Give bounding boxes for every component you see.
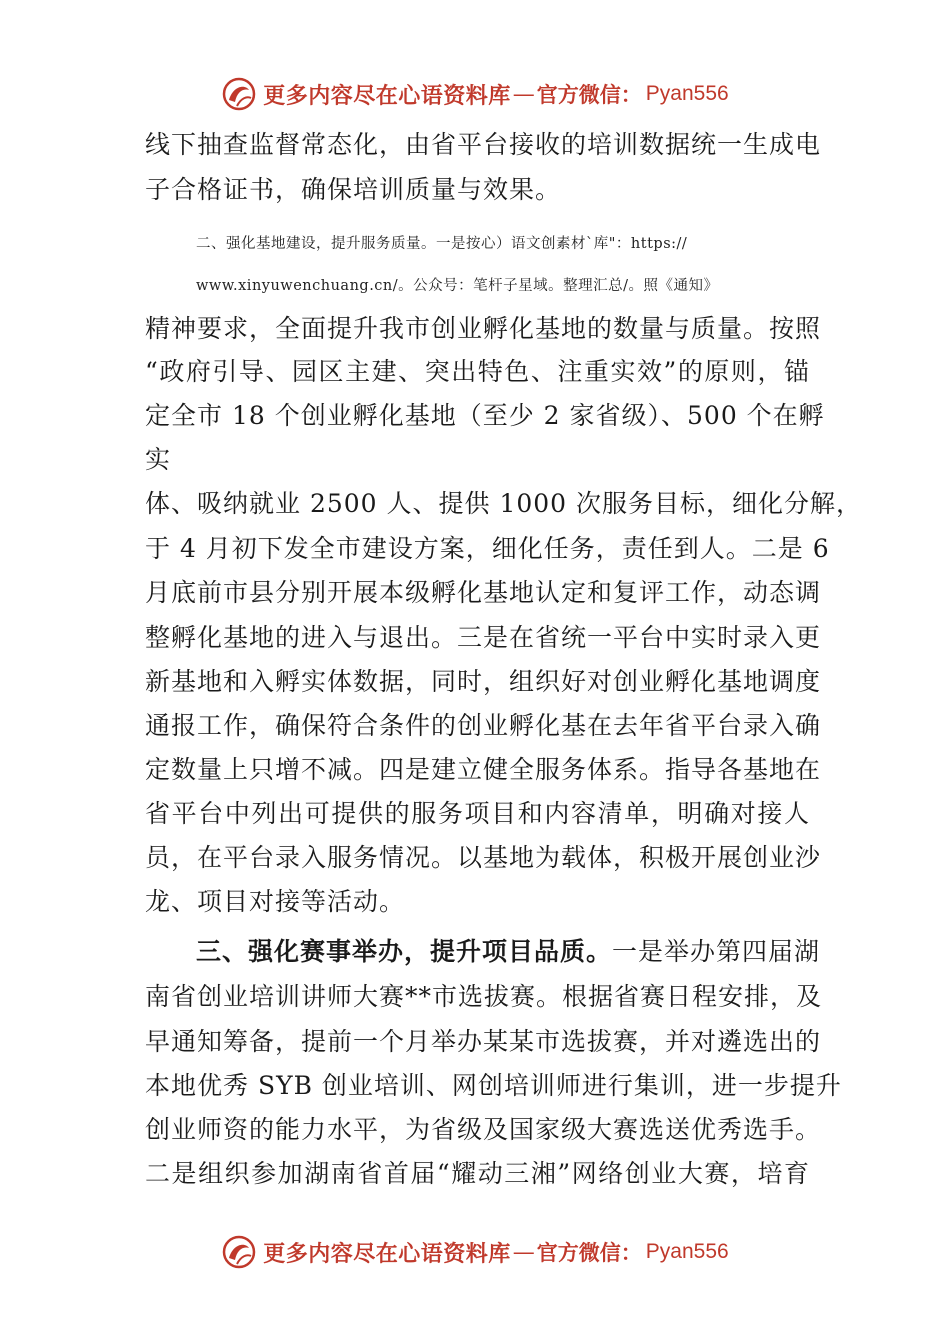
text-line: 体、吸纳就业 2500 人、提供 1000 次服务目标，细化分解， — [145, 489, 863, 518]
header-watermark-banner — [0, 72, 950, 116]
section3-first-line — [196, 937, 821, 967]
banner-wechat-label: 官方微信： — [536, 82, 642, 107]
small-text-line: www.xinyuwenchuang.cn/。公众号：笔杆子星域。整理汇总/。照《通知》 — [196, 278, 719, 294]
small-text-line: 二、强化基地建设，提升服务质量。一是按心）语文创素材`库"：https:// — [196, 236, 688, 252]
brand-logo-icon — [221, 76, 257, 112]
text-line: 员，在平台录入服务情况。以基地为载体，积极开展创业沙 — [145, 843, 822, 872]
text-line: 二是组织参加湖南省首届“耀动三湘”网络创业大赛，培育 — [145, 1159, 810, 1188]
brand-logo-icon — [221, 1234, 257, 1270]
text-line: 创业师资的能力水平，为省级及国家级大赛选送优秀选手。 — [145, 1115, 822, 1144]
section3-heading: 三、强化赛事举办，提升项目品质。 — [196, 937, 613, 966]
footer-watermark-banner — [0, 1230, 950, 1274]
text-line: 整孵化基地的进入与退出。三是在省统一平台中实时录入更 — [145, 623, 822, 652]
text-line: 精神要求，全面提升我市创业孵化基地的数量与质量。按照 — [145, 314, 822, 343]
text-line: 本地优秀 SYB 创业培训、网创培训师进行集训，进一步提升 — [145, 1071, 842, 1100]
text-line: 早通知筹备，提前一个月举办某某市选拔赛，并对遴选出的 — [145, 1027, 822, 1056]
banner-separator: — — [512, 81, 535, 107]
text-line: 省平台中列出可提供的服务项目和内容清单，明确对接人 — [145, 799, 810, 828]
section3-first-rest: 一是举办第四届湖 — [612, 937, 821, 966]
text-line: 通报工作，确保符合条件的创业孵化基在去年省平台录入确 — [145, 711, 822, 740]
text-line: “政府引导、园区主建、突出特色、注重实效”的原则，锚 — [145, 357, 810, 386]
banner-wechat-label: 官方微信： — [536, 1240, 642, 1265]
text-line: 新基地和入孵实体数据，同时，组织好对创业孵化基地调度 — [145, 667, 822, 696]
text-line: 南省创业培训讲师大赛**市选拔赛。根据省赛日程安排，及 — [145, 982, 823, 1011]
banner-main-text: 更多内容尽在心语资料库 — [263, 1240, 511, 1267]
text-line: 实 — [145, 445, 172, 474]
banner-main-text: 更多内容尽在心语资料库 — [263, 82, 511, 109]
banner-wechat-id: Pyan556 — [645, 82, 729, 105]
text-line: 月底前市县分别开展本级孵化基地认定和复评工作，动态调 — [145, 578, 822, 607]
text-line: 子合格证书，确保培训质量与效果。 — [145, 175, 562, 204]
text-line: 线下抽查监督常态化，由省平台接收的培训数据统一生成电 — [145, 130, 822, 159]
text-line: 定数量上只增不减。四是建立健全服务体系。指导各基地在 — [145, 755, 822, 784]
text-line: 于 4 月初下发全市建设方案，细化任务，责任到人。二是 6 — [145, 534, 830, 563]
text-line: 定全市 18 个创业孵化基地（至少 2 家省级）、500 个在孵 — [145, 401, 825, 430]
text-line: 龙、项目对接等活动。 — [145, 887, 406, 916]
banner-separator: — — [512, 1239, 535, 1265]
banner-wechat-id: Pyan556 — [645, 1240, 729, 1263]
